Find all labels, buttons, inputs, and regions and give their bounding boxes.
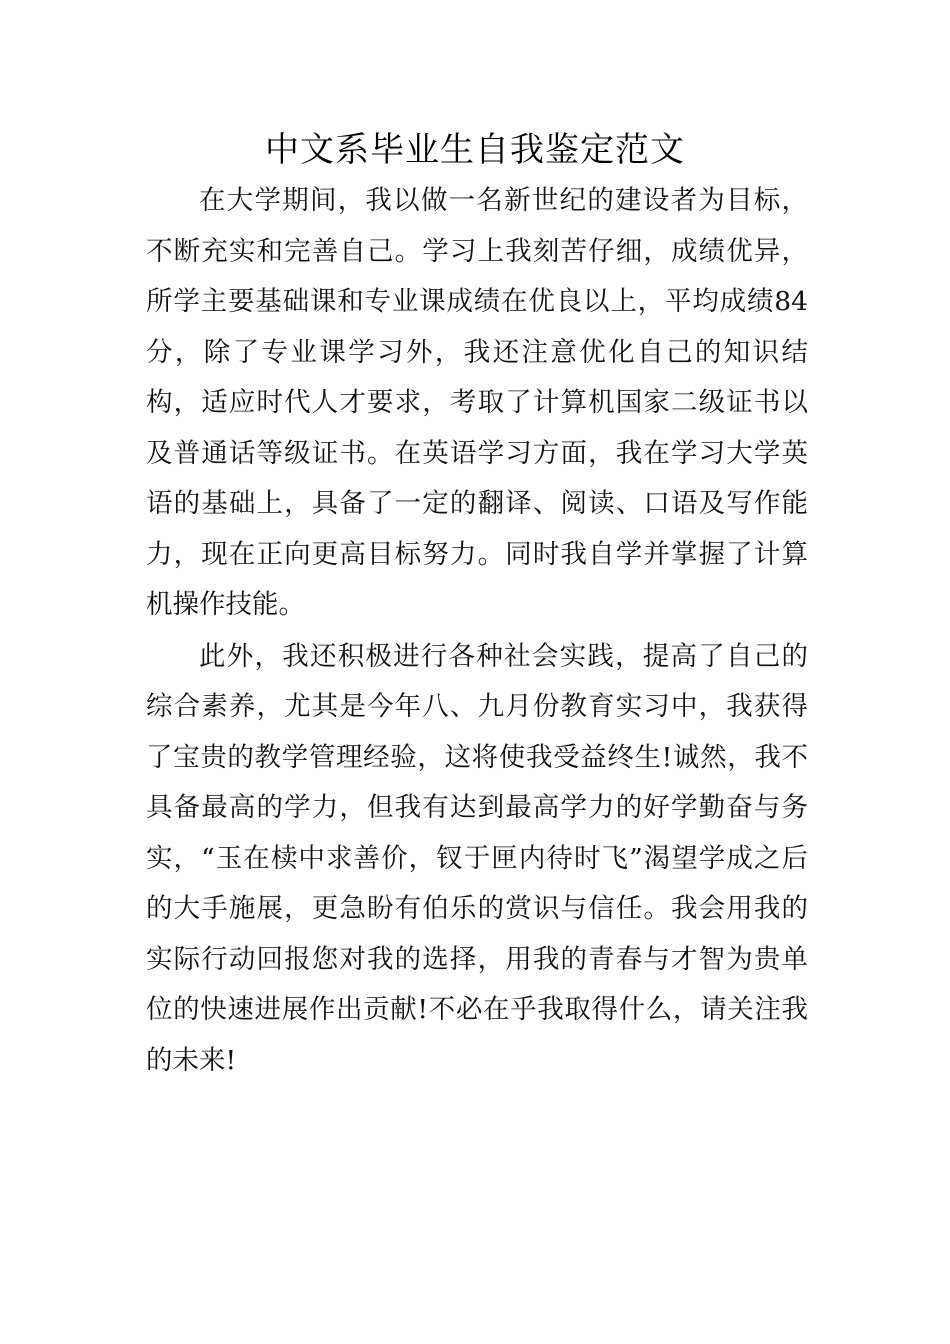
paragraph-2: 此外，我还积极进行各种社会实践，提高了自己的综合素养，尤其是今年八、九月份教育实习中，我获得了宝贵的教学管理经验，这将使我受益终生!诚然，我不具备最高的学力，但我有达到最高学力的好学勤奋与务实，“玉在椟中求善价，钗于匣内待时飞”渴望学成之后的大手施展，更急盼有伯乐的赏识与信任。我会用我的实际行动回报您对我的选择，用我的青春与才智为贵单位的快速进展作出贡献!不必在乎我取得什么，请关注我的未来! bbox=[146, 640, 808, 1076]
paragraph-1: 在大学期间，我以做一名新世纪的建设者为目标，不断充实和完善自己。学习上我刻苦仔细，成绩优异，所学主要基础课和专业课成绩在优良以上，平均成绩84分，除了专业课学习外，我还注意优化自己的知识结构，适应时代人才要求，考取了计算机国家二级证书以及普通话等级证书。在英语学习方面，我在学习大学英语的基础上，具备了一定的翻译、阅读、口语及写作能力，现在正向更高目标努力。同时我自学并掌握了计算机操作技能。 bbox=[146, 185, 808, 620]
document-body bbox=[146, 176, 808, 1087]
document-title: 中文系毕业生自我鉴定范文 bbox=[265, 130, 685, 170]
